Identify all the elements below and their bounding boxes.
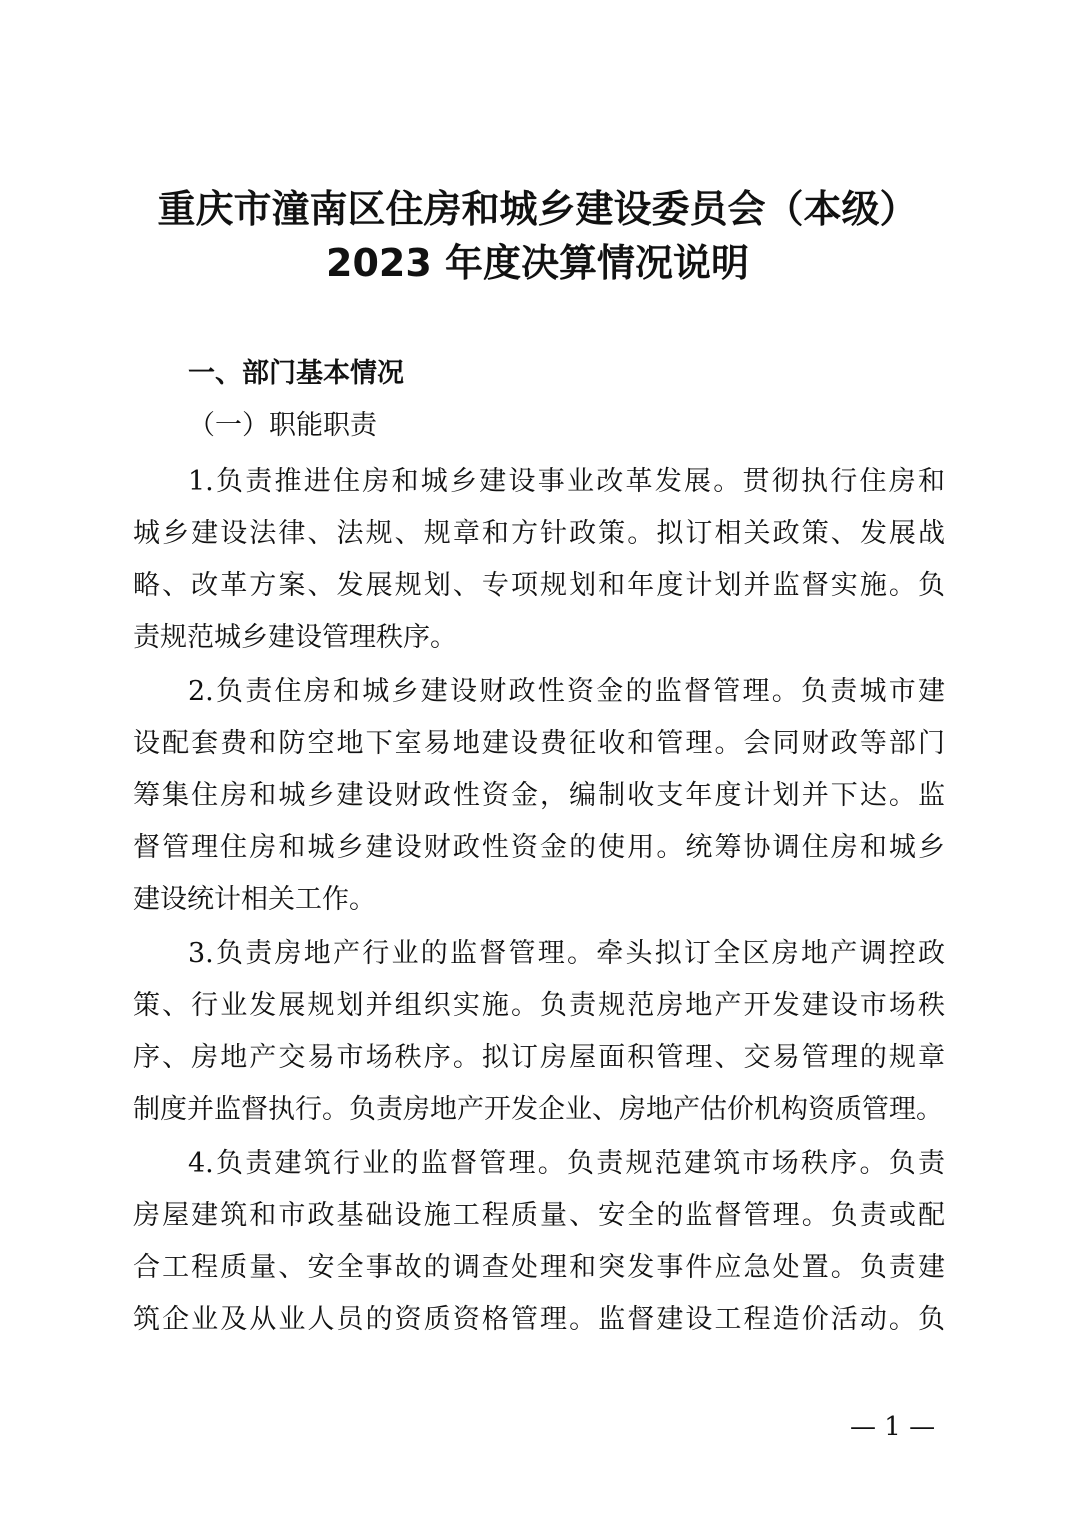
paragraph-line: 2.负责住房和城乡建设财政性资金的监督管理。负责城市建	[188, 676, 945, 707]
section-heading-basic-info: 一、部门基本情况	[188, 358, 404, 389]
paragraph-line: 合工程质量、安全事故的调查处理和突发事件应急处置。负责建	[133, 1252, 945, 1283]
paragraph-line: 筹集住房和城乡建设财政性资金，编制收支年度计划并下达。监	[133, 780, 945, 811]
document-title-line-2: 2023 年度决算情况说明	[326, 241, 749, 285]
document-title-line-1: 重庆市潼南区住房和城乡建设委员会（本级）	[157, 187, 918, 231]
paragraph-line: 4.负责建筑行业的监督管理。负责规范建筑市场秩序。负责	[188, 1148, 945, 1179]
paragraph-line: 1.负责推进住房和城乡建设事业改革发展。贯彻执行住房和	[188, 466, 945, 497]
paragraph-line: 序、房地产交易市场秩序。拟订房屋面积管理、交易管理的规章	[133, 1042, 945, 1073]
paragraph-line: 城乡建设法律、法规、规章和方针政策。拟订相关政策、发展战	[133, 518, 945, 549]
paragraph-line: 策、行业发展规划并组织实施。负责规范房地产开发建设市场秩	[133, 990, 945, 1021]
paragraph-line: 3.负责房地产行业的监督管理。牵头拟订全区房地产调控政	[188, 938, 945, 969]
paragraph-line: 督管理住房和城乡建设财政性资金的使用。统筹协调住房和城乡	[133, 832, 945, 863]
subsection-heading-duties: （一）职能职责	[188, 410, 377, 441]
page-number: — 1 —	[850, 1412, 936, 1442]
paragraph-line: 设配套费和防空地下室易地建设费征收和管理。会同财政等部门	[133, 728, 945, 759]
paragraph-line: 建设统计相关工作。	[133, 884, 376, 915]
paragraph-line: 制度并监督执行。负责房地产开发企业、房地产估价机构资质管理。	[133, 1094, 943, 1125]
paragraph-line: 筑企业及从业人员的资质资格管理。监督建设工程造价活动。负	[133, 1304, 945, 1335]
paragraph-line: 责规范城乡建设管理秩序。	[133, 622, 457, 653]
paragraph-line: 略、改革方案、发展规划、专项规划和年度计划并监督实施。负	[133, 570, 945, 601]
paragraph-line: 房屋建筑和市政基础设施工程质量、安全的监督管理。负责或配	[133, 1200, 945, 1231]
